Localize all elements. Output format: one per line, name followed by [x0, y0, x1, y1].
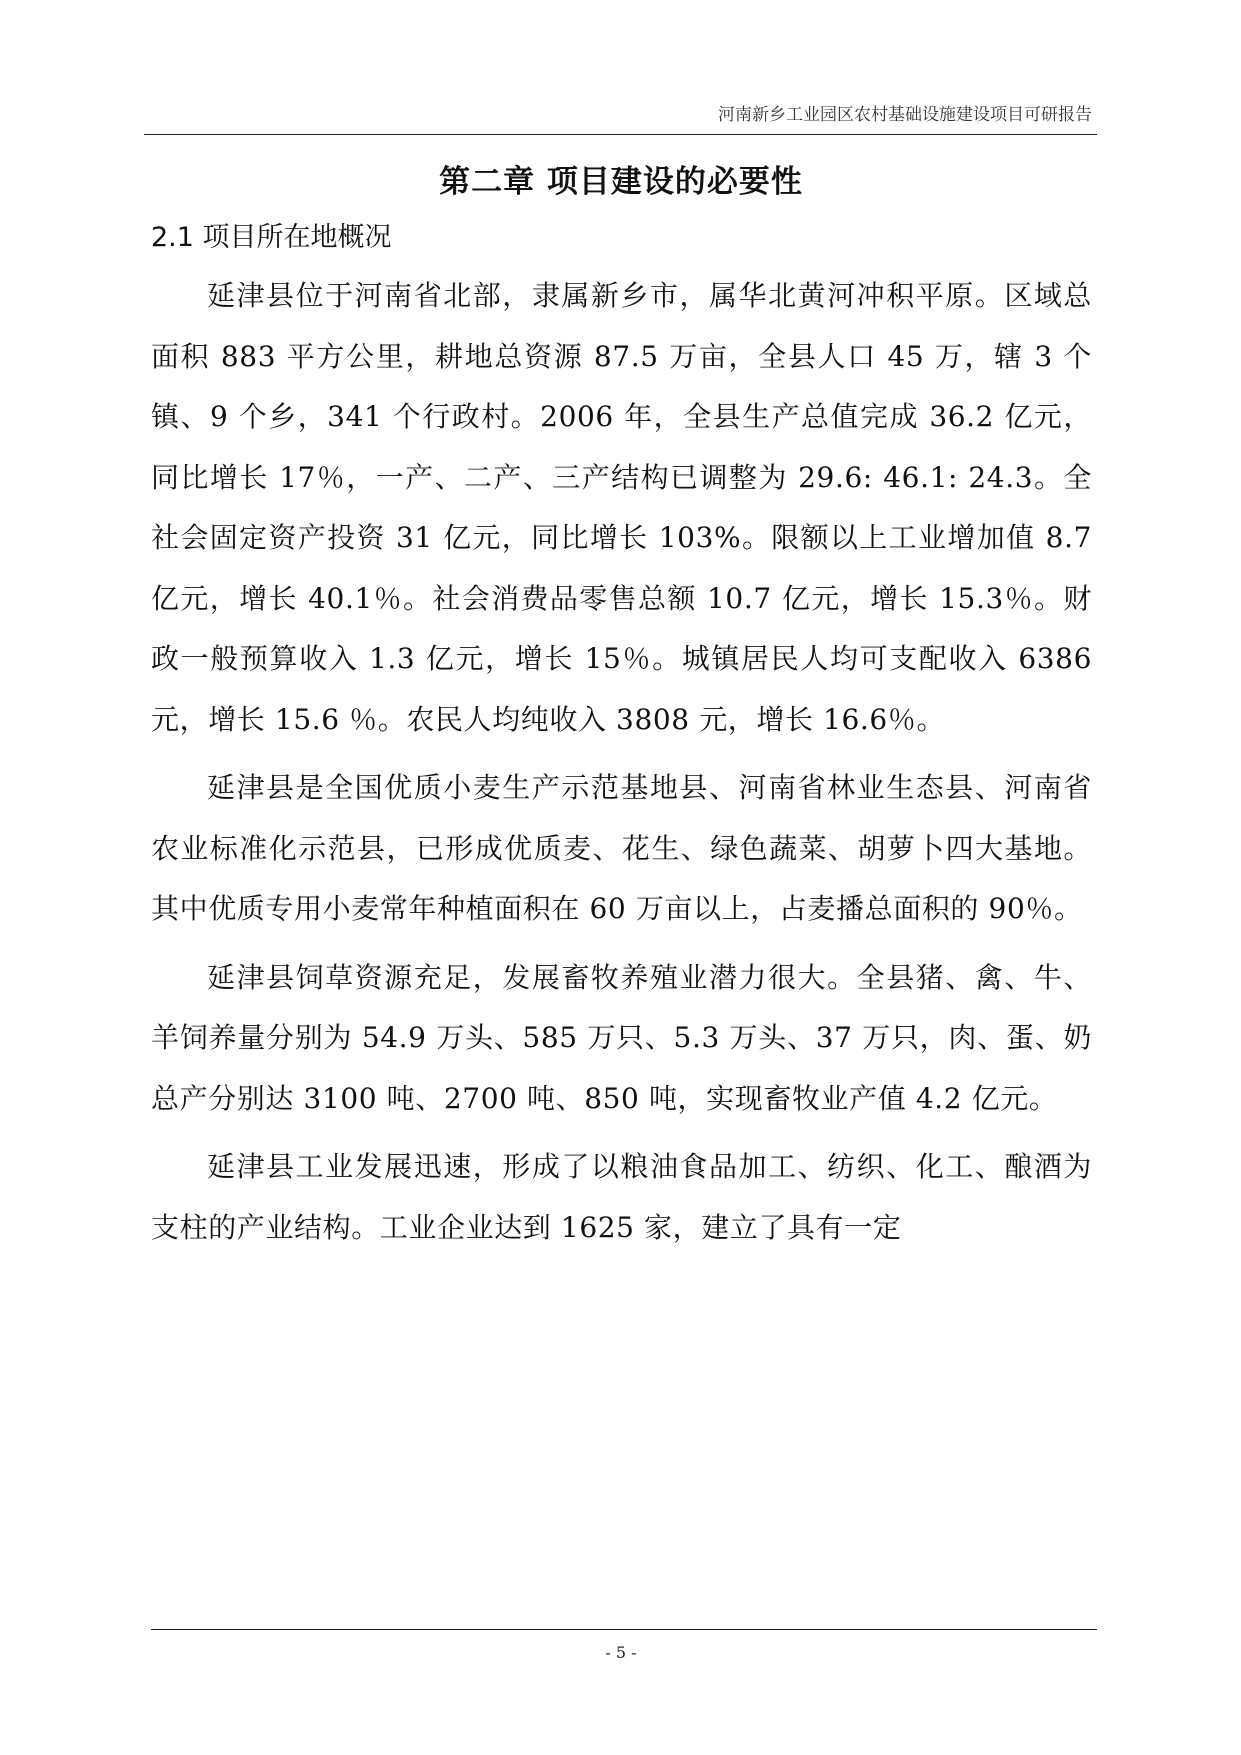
body-text — [151, 266, 1092, 1266]
section-heading: 2.1 项目所在地概况 — [151, 222, 392, 253]
chapter-title: 第二章 项目建设的必要性 — [439, 164, 803, 200]
running-header: 河南新乡工业园区农村基础设施建设项目可研报告 — [718, 105, 1092, 125]
paragraph-industry: 延津县工业发展迅速，形成了以粮油食品加工、纺织、化工、酿酒为支柱的产业结构。工业企业达到 1625 家，建立了具有一定 — [151, 1150, 1092, 1244]
footer-divider — [151, 1629, 1097, 1630]
header-divider — [144, 134, 1097, 135]
paragraph-agriculture: 延津县是全国优质小麦生产示范基地县、河南省林业生态县、河南省农业标准化示范县，已形成优质麦、花生、绿色蔬菜、胡萝卜四大基地。其中优质专用小麦常年种植面积在 60 万亩以上，占麦播总面积的 90％。 — [151, 771, 1092, 925]
paragraph-livestock: 延津县饲草资源充足，发展畜牧养殖业潜力很大。全县猪、禽、牛、羊饲养量分别为 54.9 万头、585 万只、5.3 万头、37 万只，肉、蛋、奶总产分别达 3100 吨、2700 吨、850 吨，实现畜牧业产值 4.2 亿元。 — [151, 960, 1092, 1115]
paragraph-overview: 延津县位于河南省北部，隶属新乡市，属华北黄河冲积平原。区域总面积 883 平方公里，耕地总资源 87.5 万亩，全县人口 45 万，辖 3 个镇、9 个乡，341 个行政村。2006 年，全县生产总值完成 36.2 亿元，同比增长 17％，一产、二产、三产结构已调整为 29.6: 46.1: 24.3。全社会固定资产投资 31 亿元，同比增长 103%。限额以上工业增加值 8.7 亿元，增长 40.1％。社会消费品零售总额 10.7 亿元，增长 15.3％。财政一般预算收入 1.3 亿元，增长 15％。城镇居民人均可支配收入 6386 元，增长 15.6 ％。农民人均纯收入 3808 元，增长 16.6％。 — [151, 279, 1092, 736]
page-number: - 5 - — [605, 1643, 637, 1662]
